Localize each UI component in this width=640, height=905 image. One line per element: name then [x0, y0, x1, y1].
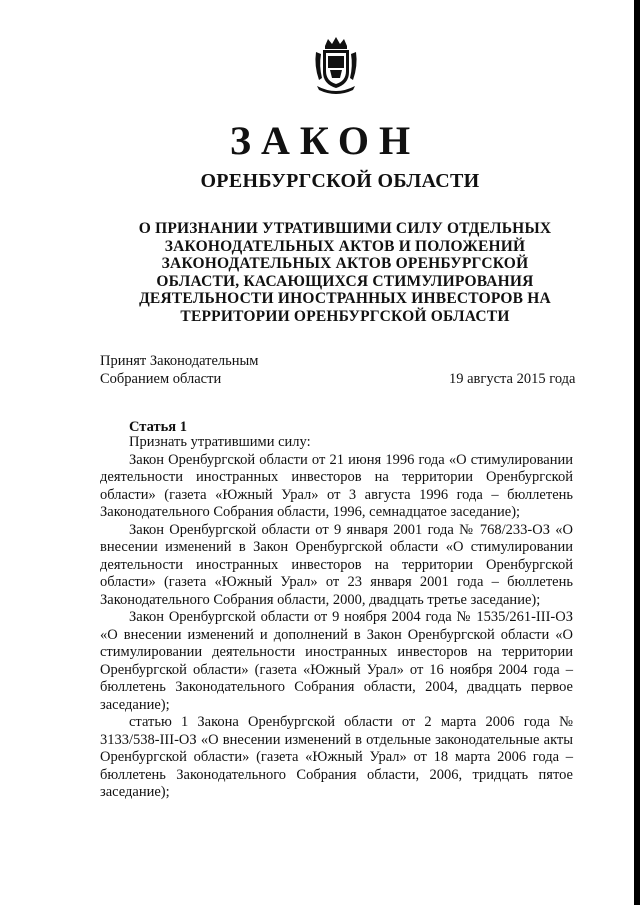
- adoption-info: [100, 352, 258, 388]
- coat-of-arms-icon: [313, 36, 359, 94]
- article-paragraph: Закон Оренбургской области от 21 июня 1996 года «О стимулировании деятельности иностранных инвесторов на территории Оренбургской области» (газета «Южный Урал» от 3 августа 1996 года – бюллетень Законодательного Собрания области, 1996, семнадцатое заседание);: [100, 451, 573, 520]
- article-paragraph: Закон Оренбургской области от 9 января 2001 года № 768/233-ОЗ «О внесении изменений в Закон Оренбургской области «О стимулировании деятельности иностранных инвесторов на территории Оренбургской области» (газета «Южный Урал» от 23 января 2001 года – бюллетень Законодательного Собрания области, 2000, двадцать третье заседание);: [100, 521, 573, 608]
- adoption-date: 19 августа 2015 года: [449, 371, 576, 387]
- document-title: ЗАКОН: [229, 118, 421, 163]
- document-subject: О ПРИЗНАНИИ УТРАТИВШИМИ СИЛУ ОТДЕЛЬНЫХ ЗАКОНОДАТЕЛЬНЫХ АКТОВ И ПОЛОЖЕНИЙ ЗАКОНОДАТЕЛЬНЫХ АКТОВ ОРЕНБУРГСКОЙ ОБЛАСТИ, КАСАЮЩИХСЯ СТИМУЛИРОВАНИЯ ДЕЯТЕЛЬНОСТИ ИНОСТРАННЫХ ИНВЕСТОРОВ НА ТЕРРИТОРИИ ОРЕНБУРГСКОЙ ОБЛАСТИ: [138, 220, 552, 325]
- article-paragraph: статью 1 Закона Оренбургской области от 2 марта 2006 года № 3133/538-III-ОЗ «О внесении изменений в отдельные законодательные акты Оренбургской области» (газета «Южный Урал» от 18 марта 2006 года – бюллетень Законодательного Собрания области, 2006, тридцать пятое заседание);: [100, 714, 573, 800]
- article-paragraph: Признать утратившими силу:: [129, 434, 311, 450]
- article-paragraph: Закон Оренбургской области от 9 ноября 2004 года № 1535/261-III-ОЗ «О внесении изменений и дополнений в Закон Оренбургской области «О стимулировании деятельности иностранных инвесторов на территории Оренбургской области» (газета «Южный Урал» от 16 ноября 2004 года – бюллетень Законодательного Собрания области, 2004, двадцать первое заседание);: [100, 609, 573, 713]
- article-body: [100, 434, 573, 802]
- document-region: ОРЕНБУРГСКОЙ ОБЛАСТИ: [200, 170, 480, 192]
- article-title: Статья 1: [129, 419, 187, 435]
- adoption-line-1: Принят Законодательным: [100, 353, 259, 369]
- adoption-line-2: Собранием области: [100, 371, 222, 387]
